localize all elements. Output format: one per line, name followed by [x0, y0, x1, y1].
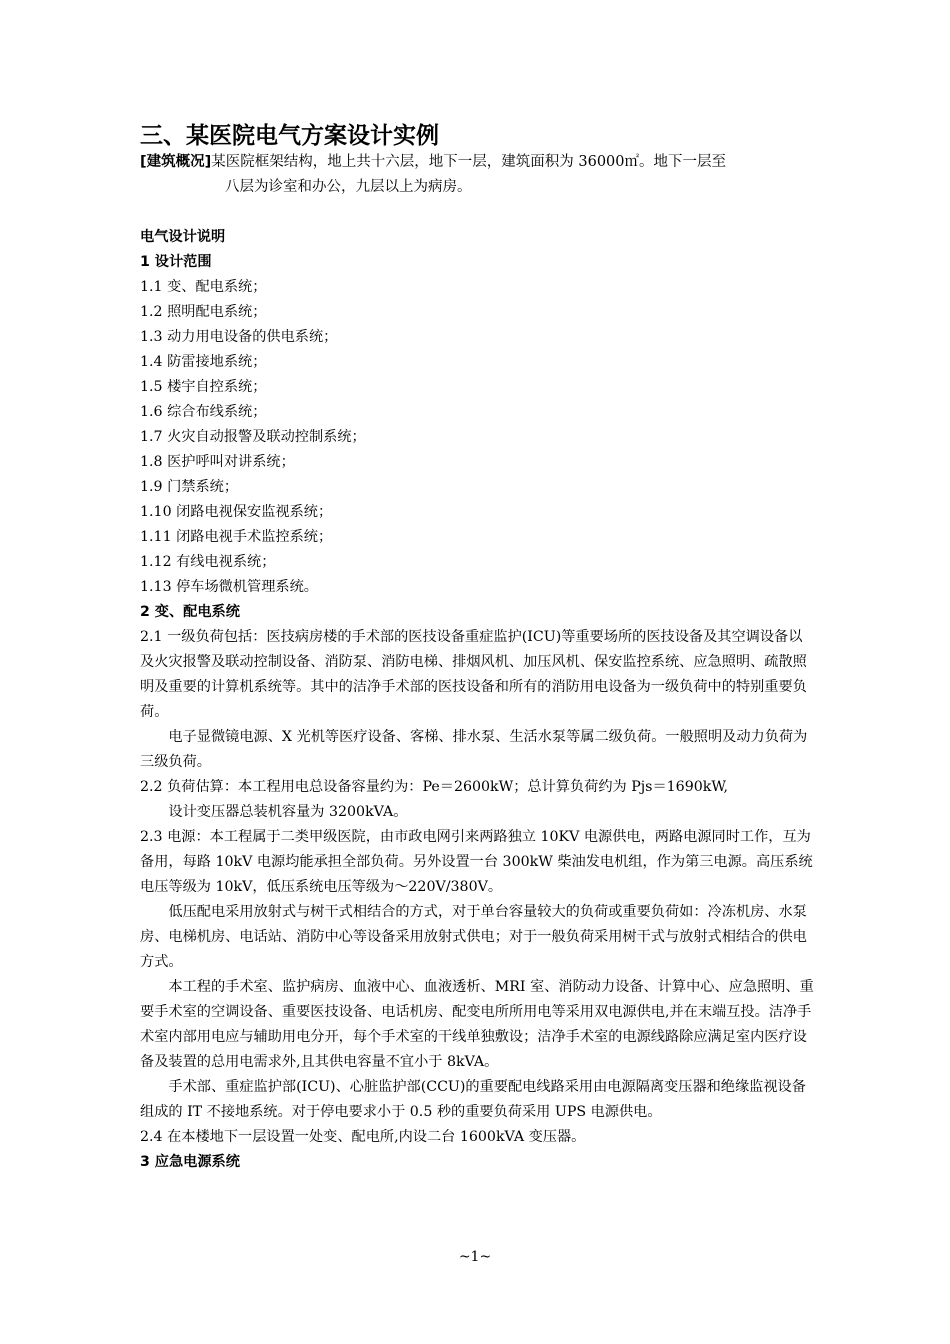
paragraph-2-3-it-system: 手术部、重症监护部(ICU)、心脏监护部(CCU)的重要配电线路采用由电源隔离变压器和绝缘监视设备组成的 IT 不接地系统。对于停电要求小于 0.5 秒的重要负荷采用 UPS 电源供电。: [140, 1079, 806, 1120]
list-item: 1.6 综合布线系统；: [140, 404, 267, 420]
section-heading-design-notes: 电气设计说明: [140, 229, 226, 245]
paragraph-2-3-dual-supply: 本工程的手术室、监护病房、血液中心、血液透析、MRI 室、消防动力设备、计算中心、应急照明、重要手术室的空调设备、重要医技设备、电话机房、配变电所所用电等采用双电源供电,并在末端互投。洁净手术室内部用电应与辅助用电分开，每个手术室的干线单独敷设；洁净手术室的电源线路除应满足室内医疗设备及装置的总用电需求外,且其供电容量不宜小于 8kVA。: [140, 979, 814, 1070]
list-item: 1.3 动力用电设备的供电系统；: [140, 329, 338, 345]
list-item: 1.9 门禁系统；: [140, 479, 239, 495]
page-title: 三、某医院电气方案设计实例: [140, 123, 439, 149]
list-item: 1.7 火灾自动报警及联动控制系统；: [140, 429, 366, 445]
list-item: 1.11 闭路电视手术监控系统；: [140, 529, 333, 545]
design-notes-body: [140, 225, 815, 1175]
section-heading-2: 2 变、配电系统: [140, 604, 240, 620]
list-item: 1.5 楼宇自控系统；: [140, 379, 267, 395]
building-overview: [140, 150, 820, 200]
list-item: 1.2 照明配电系统；: [140, 304, 267, 320]
section-heading-1: 1 设计范围: [140, 254, 212, 270]
page-number: ~1~: [458, 1249, 492, 1265]
paragraph-2-1-secondary: 电子显微镜电源、X 光机等医疗设备、客梯、排水泵、生活水泵等属二级负荷。一般照明及动力负荷为三级负荷。: [140, 729, 808, 770]
overview-line-2: 八层为诊室和办公，九层以上为病房。: [225, 179, 472, 195]
paragraph-2-2-line-1: 2.2 负荷估算：本工程用电总设备容量约为：Pe＝2600kW；总计算负荷约为 Pjs＝1690kW,: [140, 779, 728, 795]
list-item: 1.4 防雷接地系统；: [140, 354, 267, 370]
overview-label: [建筑概况]: [140, 154, 212, 170]
list-item: 1.13 停车场微机管理系统。: [140, 579, 318, 595]
paragraph-2-1: 2.1 一级负荷包括：医技病房楼的手术部的医技设备重症监护(ICU)等重要场所的医技设备及其空调设备以及火灾报警及联动控制设备、消防泵、消防电梯、排烟风机、加压风机、保安监控系统、应急照明、疏散照明及重要的计算机系统等。其中的洁净手术部的医技设备和所有的消防用电设备为一级负荷中的特别重要负荷。: [140, 629, 807, 720]
list-item: 1.10 闭路电视保安监视系统；: [140, 504, 333, 520]
paragraph-2-4: 2.4 在本楼地下一层设置一处变、配电所,内设二台 1600kVA 变压器。: [140, 1129, 586, 1145]
overview-text-1: 某医院框架结构，地上共十六层，地下一层，建筑面积为 36000㎡。地下一层至: [211, 154, 726, 170]
list-item: 1.12 有线电视系统；: [140, 554, 276, 570]
overview-line-1: [140, 150, 820, 175]
list-item: 1.8 医护呼叫对讲系统；: [140, 454, 295, 470]
paragraph-2-3: 2.3 电源：本工程属于二类甲级医院，由市政电网引来两路独立 10KV 电源供电，两路电源同时工作，互为备用，每路 10kV 电源均能承担全部负荷。另外设置一台 300kW 柴油发电机组，作为第三电源。高压系统电压等级为 10kV，低压系统电压等级为～220V/380V。: [140, 829, 813, 895]
paragraph-2-2-line-2: 设计变压器总装机容量为 3200kVA。: [168, 804, 408, 820]
paragraph-2-3-low-voltage: 低压配电采用放射式与树干式相结合的方式，对于单台容量较大的负荷或重要负荷如：冷冻机房、水泵房、电梯机房、电话站、消防中心等设备采用放射式供电；对于一般负荷采用树干式与放射式相结合的供电方式。: [140, 904, 807, 970]
list-item: 1.1 变、配电系统；: [140, 279, 267, 295]
section-heading-3: 3 应急电源系统: [140, 1154, 240, 1170]
